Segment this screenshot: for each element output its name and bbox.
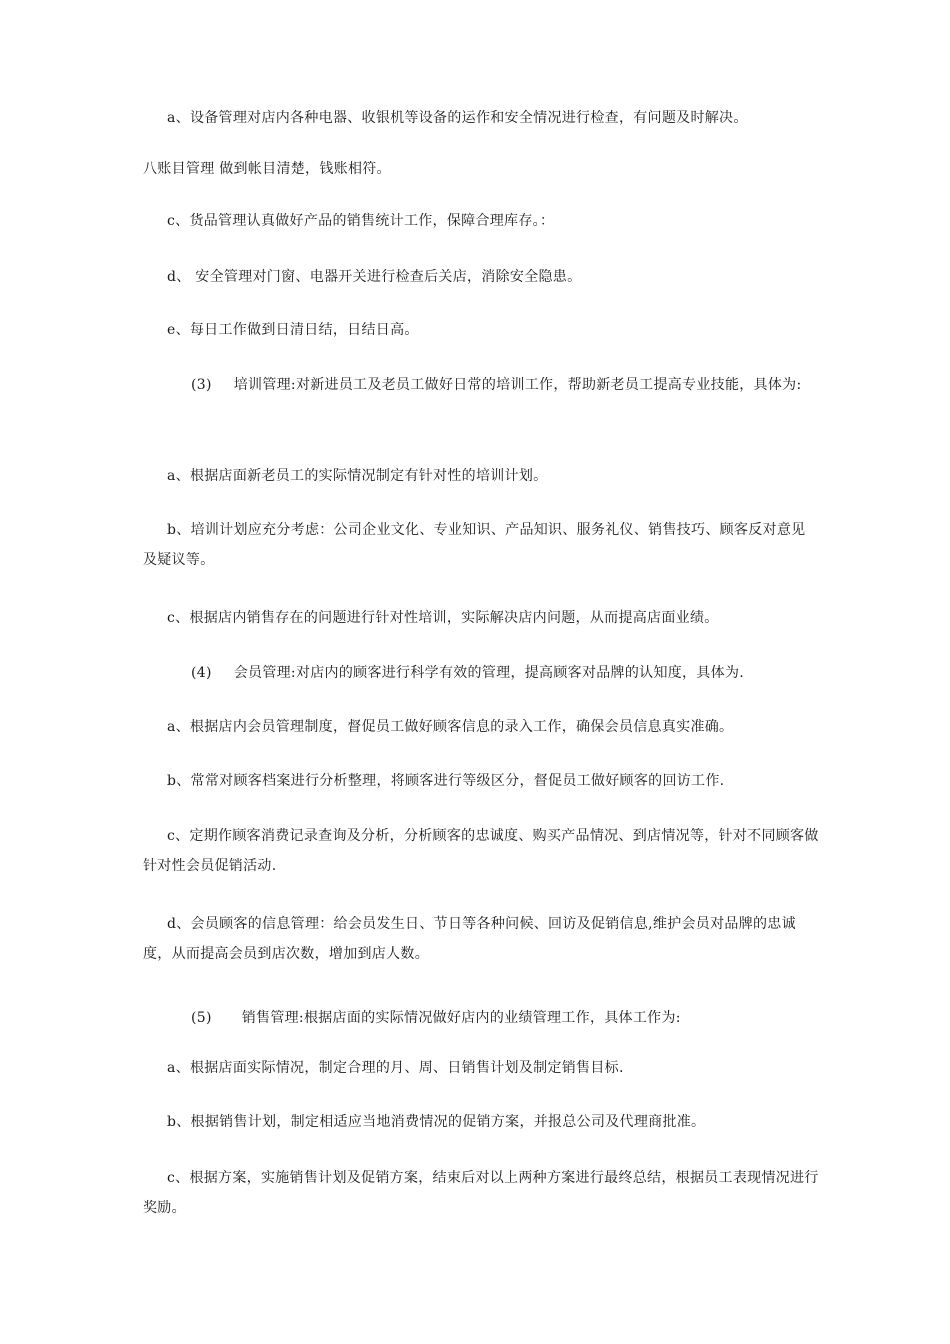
paragraph-consumption-analysis: c、定期作顾客消费记录查询及分析，分析顾客的忠诚度、购买产品情况、到店情况等，针对不同顾客做针对性会员促销活动. <box>143 828 819 874</box>
paragraph-goods-management: c、货品管理认真做好产品的销售统计工作，保障合理库存。： <box>167 213 555 229</box>
paragraph-member-system: a、根据店内会员管理制度，督促员工做好顾客信息的录入工作，确保会员信息真实准确。 <box>167 719 734 735</box>
section-number: (5) <box>191 1010 212 1026</box>
paragraph-member-info: d、会员顾客的信息管理：给会员发生日、节日等各种问候、回访及促销信息,维护会员对品牌的忠诚度，从而提高会员到店次数，增加到店人数。 <box>143 916 796 962</box>
paragraph-equipment-management: a、设备管理对店内各种电器、收银机等设备的运作和安全情况进行检查，有问题及时解决。 <box>167 110 748 126</box>
section-member-management <box>143 658 819 688</box>
paragraph-safety-management: d、 安全管理对门窗、电器开关进行检查后关店，消除安全隐患。 <box>167 269 582 285</box>
section-sales-management <box>143 1003 819 1033</box>
section-text: 会员管理:对店内的顾客进行科学有效的管理，提高顾客对品牌的认知度，具体为. <box>233 665 744 681</box>
section-training-management <box>143 370 819 400</box>
section-text: 销售管理:根据店面的实际情况做好店内的业绩管理工作，具体工作为: <box>241 1010 681 1026</box>
section-text: 培训管理:对新进员工及老员工做好日常的培训工作，帮助新老员工提高专业技能，具体为: <box>233 377 802 393</box>
section-number: (4) <box>191 665 212 681</box>
paragraph-plan-execution: c、根据方案，实施销售计划及促销方案，结束后对以上两种方案进行最终总结，根据员工表现情况进行奖励。 <box>143 1170 819 1216</box>
paragraph-account-management: 八账目管理 做到帐目清楚，钱账相符。 <box>143 161 391 177</box>
paragraph-customer-records: b、常常对顾客档案进行分析整理，将顾客进行等级区分，督促员工做好顾客的回访工作. <box>167 773 725 789</box>
paragraph-training-plan: a、根据店面新老员工的实际情况制定有针对性的培训计划。 <box>167 468 548 484</box>
paragraph-promotion-plan: b、根据销售计划，制定相适应当地消费情况的促销方案，并报总公司及代理商批准。 <box>167 1114 706 1130</box>
paragraph-sales-plan: a、根据店面实际情况，制定合理的月、周、日销售计划及制定销售目标. <box>167 1060 624 1076</box>
paragraph-targeted-training: c、根据店内销售存在的问题进行针对性培训，实际解决店内问题，从而提高店面业绩。 <box>167 610 719 626</box>
paragraph-training-content: b、培训计划应充分考虑：公司企业文化、专业知识、产品知识、服务礼仪、销售技巧、顾客反对意见及疑议等。 <box>143 522 806 568</box>
section-number: (3) <box>191 377 212 393</box>
paragraph-daily-work: e、每日工作做到日清日结，日结日高。 <box>167 322 419 338</box>
